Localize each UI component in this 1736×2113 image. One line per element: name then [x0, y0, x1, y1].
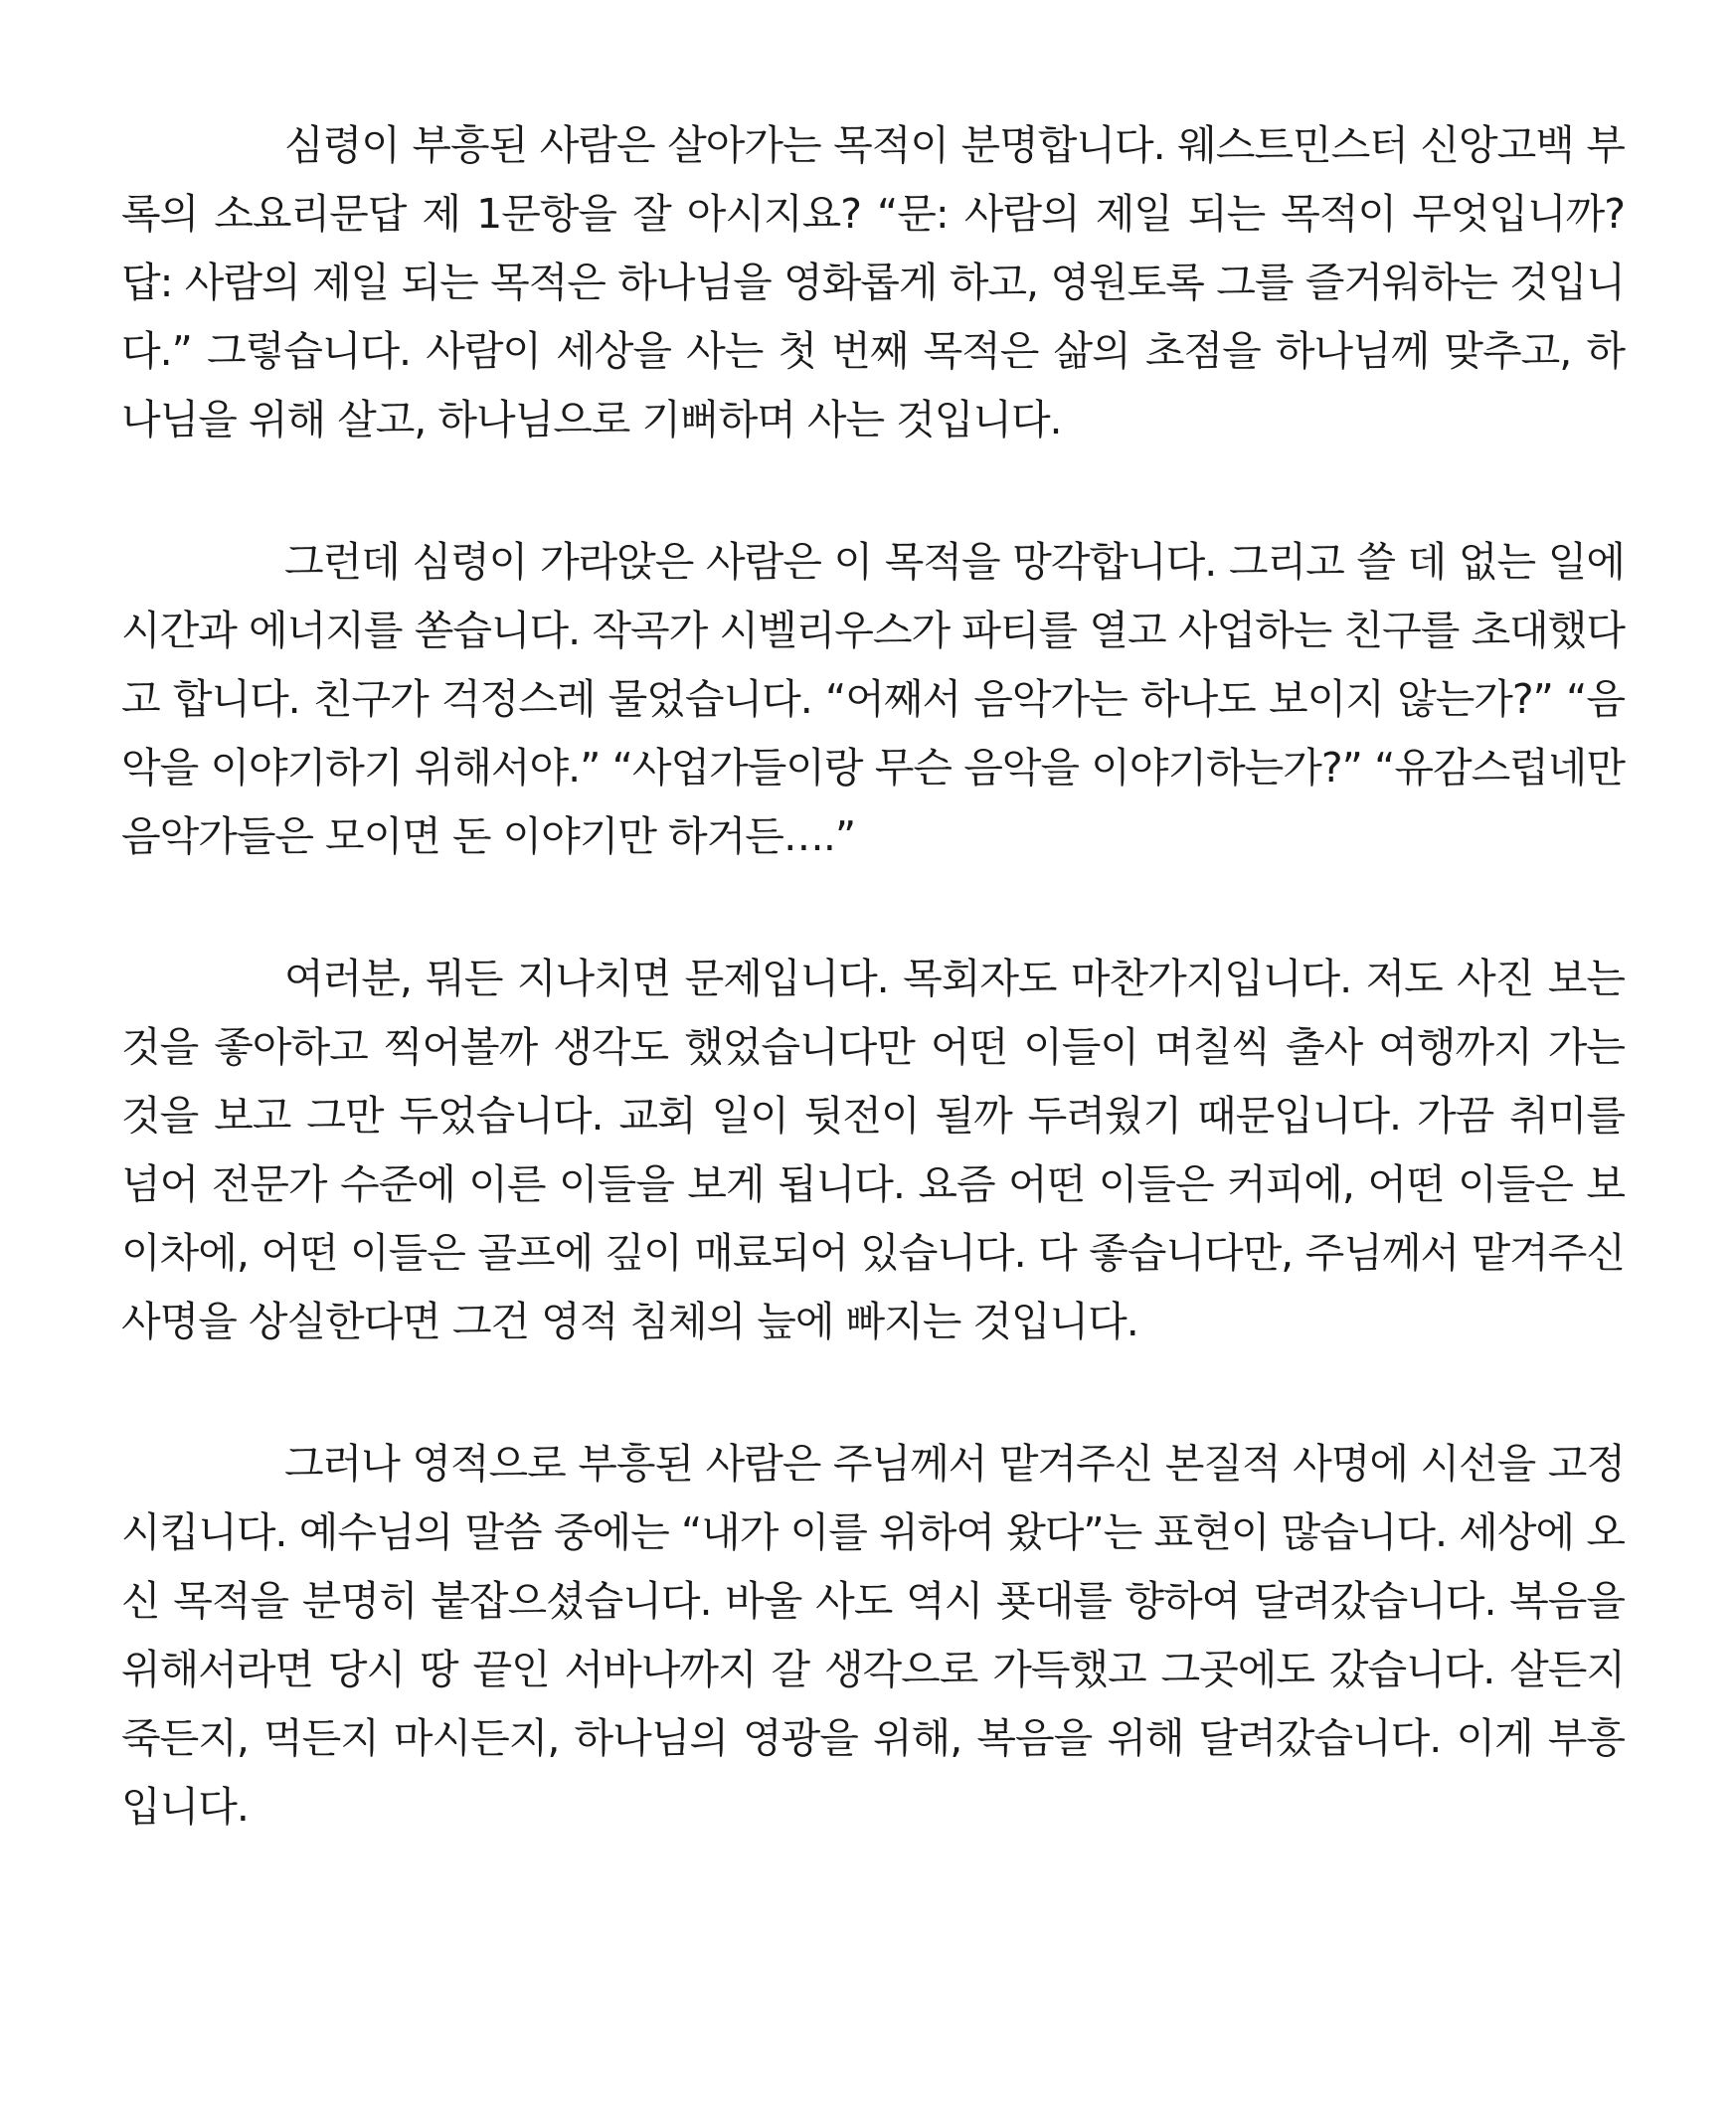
document-body: [121, 111, 1625, 1842]
paragraph-revival: 그러나 영적으로 부흥된 사람은 주님께서 맡겨주신 본질적 사명에 시선을 고정시킵니다. 예수님의 말씀 중에는 “내가 이를 위하여 왔다”는 표현이 많습니다. 세상에 오신 목적을 분명히 붙잡으셨습니다. 바울 사도 역시 푯대를 향하여 달려갔습니다. 복음을 위해서라면 당시 땅 끝인 서바나까지 갈 생각으로 가득했고 그곳에도 갔습니다. 살든지 죽든지, 먹든지 마시든지, 하나님의 영광을 위해, 복음을 위해 달려갔습니다. 이게 부흥입니다.: [121, 1440, 1625, 1831]
paragraph-sibelius-story: 그런데 심령이 가라앉은 사람은 이 목적을 망각합니다. 그리고 쓸 데 없는 일에 시간과 에너지를 쏟습니다. 작곡가 시벨리우스가 파티를 열고 사업하는 친구를 초대했다고 합니다. 친구가 걱정스레 물었습니다. “어째서 음악가는 하나도 보이지 않는가?” “음악을 이야기하기 위해서야.” “사업가들이랑 무슨 음악을 이야기하는가?” “유감스럽네만 음악가들은 모이면 돈 이야기만 하거든….”: [121, 538, 1625, 860]
paragraph-excess: 여러분, 뭐든 지나치면 문제입니다. 목회자도 마찬가지입니다. 저도 사진 보는 것을 좋아하고 찍어볼까 생각도 했었습니다만 어떤 이들이 며칠씩 출사 여행까지 가는 것을 보고 그만 두었습니다. 교회 일이 뒷전이 될까 두려웠기 때문입니다. 가끔 취미를 넘어 전문가 수준에 이른 이들을 보게 됩니다. 요즘 어떤 이들은 커피에, 어떤 이들은 보이차에, 어떤 이들은 골프에 깊이 매료되어 있습니다. 다 좋습니다만, 주님께서 맡겨주신 사명을 상실한다면 그건 영적 침체의 늪에 빠지는 것입니다.: [121, 955, 1625, 1345]
paragraph-purpose: 심령이 부흥된 사람은 살아가는 목적이 분명합니다. 웨스트민스터 신앙고백 부록의 소요리문답 제 1문항을 잘 아시지요? “문: 사람의 제일 되는 목적이 무엇입니까? 답: 사람의 제일 되는 목적은 하나님을 영화롭게 하고, 영원토록 그를 즐거워하는 것입니다.” 그렇습니다. 사람이 세상을 사는 첫 번째 목적은 삶의 초점을 하나님께 맞추고, 하나님을 위해 살고, 하나님으로 기뻐하며 사는 것입니다.: [121, 121, 1625, 443]
